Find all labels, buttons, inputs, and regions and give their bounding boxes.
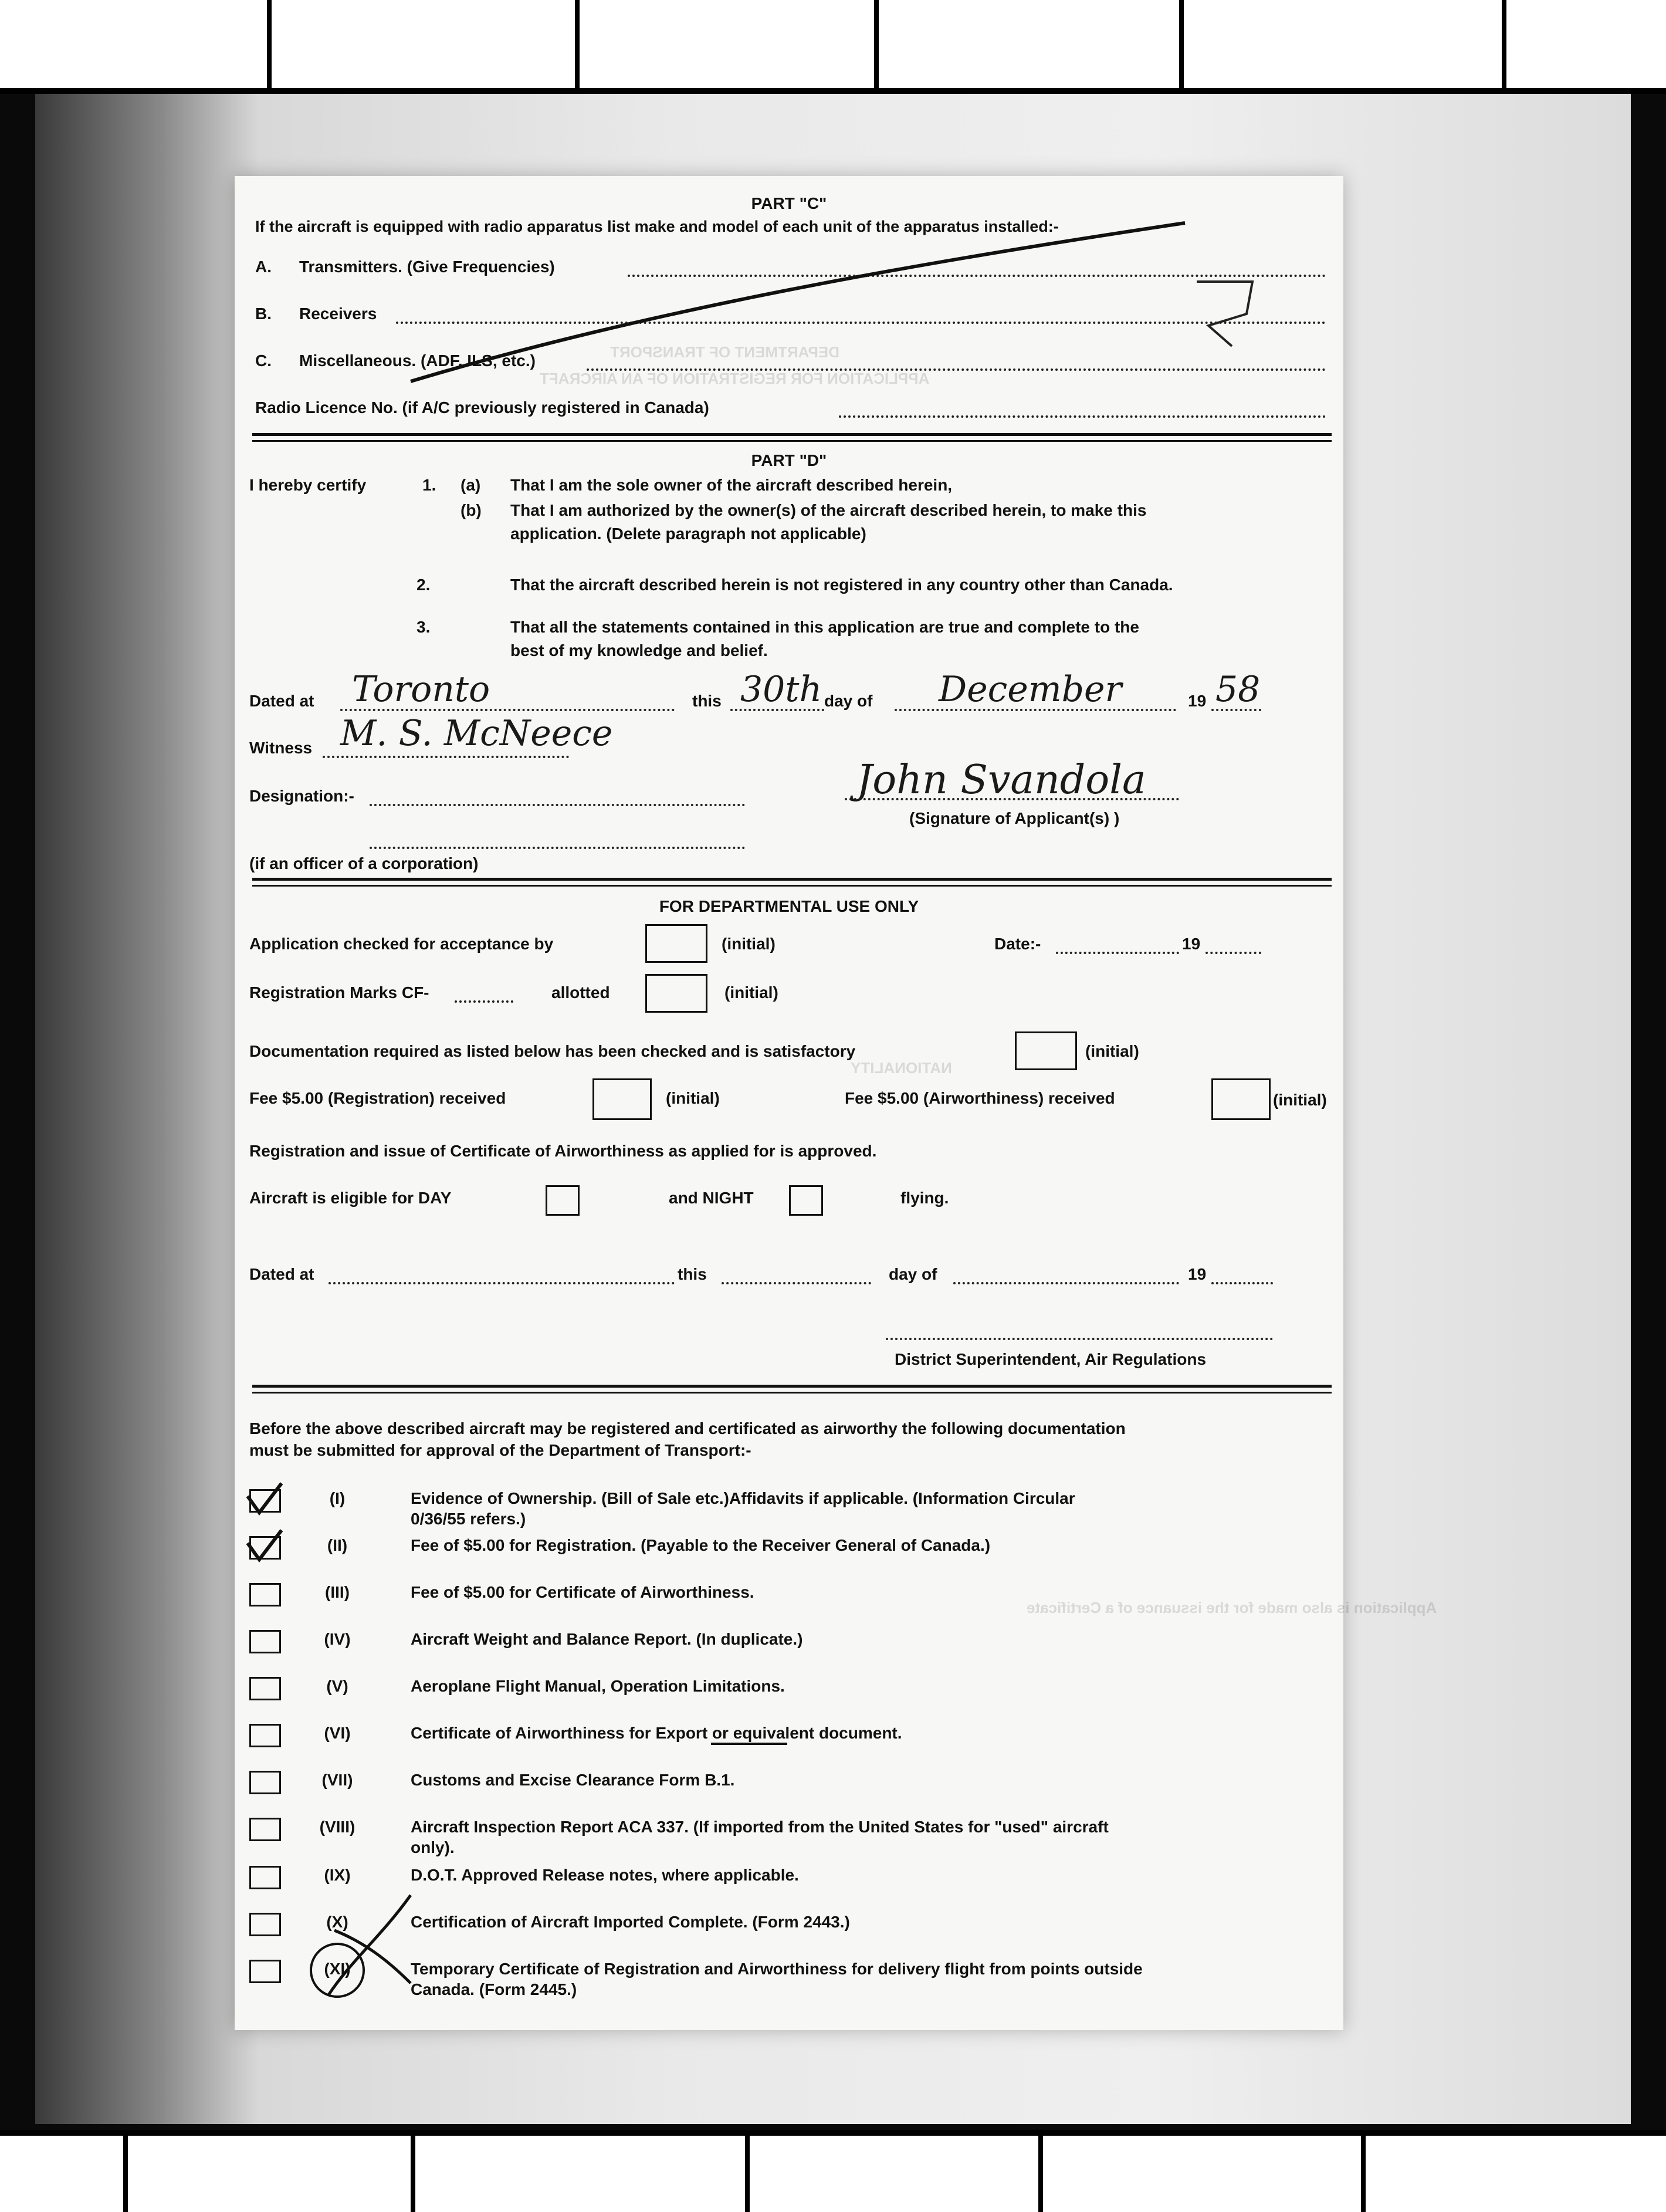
clause-number: 3.: [416, 618, 431, 636]
dated-at-label: Dated at: [249, 692, 314, 710]
this-label: this: [678, 1265, 707, 1283]
applicant-signature: John Svandola: [856, 757, 1146, 803]
night-label: and NIGHT: [669, 1189, 754, 1207]
initial-label: (initial): [1085, 1042, 1139, 1060]
application-checked-label: Application checked for acceptance by: [249, 935, 554, 953]
doc-item-6: [411, 1723, 1302, 1743]
certify-label: I hereby certify: [249, 476, 367, 494]
clause-b-text-continued: application. (Delete paragraph not applicable): [510, 525, 866, 543]
fee-registration-label: Fee $5.00 (Registration) received: [249, 1089, 506, 1107]
doc-item-11: [411, 1959, 1302, 2000]
month-handwriting: December: [939, 669, 1122, 710]
doc-item-text: Fee of $5.00 for Certificate of Airworthiness.: [411, 1583, 754, 1601]
initial-label: (initial): [666, 1089, 720, 1107]
dated-at-label: Dated at: [249, 1265, 314, 1283]
year-prefix: 19: [1188, 692, 1207, 710]
year-prefix: 19: [1188, 1265, 1207, 1283]
doc-item-text: Aeroplane Flight Manual, Operation Limitations.: [411, 1677, 785, 1695]
miscellaneous-field[interactable]: [587, 368, 1326, 371]
doc-checkbox-3[interactable]: [249, 1583, 281, 1606]
allotted-label: allotted: [551, 983, 610, 1002]
day-flying-checkbox[interactable]: [546, 1185, 580, 1216]
doc-item-text-continued: 0/36/55 refers.): [411, 1510, 526, 1528]
receivers-field[interactable]: [396, 322, 1326, 324]
doc-item-2: [411, 1535, 1302, 1555]
doc-checkbox-8[interactable]: [249, 1818, 281, 1841]
part-c-corner-scribble: [1197, 282, 1252, 346]
section-divider: [252, 440, 1332, 442]
dept-year-field[interactable]: [1211, 1282, 1273, 1284]
transmitters-field[interactable]: [628, 275, 1326, 277]
doc-item-text: Customs and Excise Clearance Form B.1.: [411, 1771, 735, 1789]
film-frame-tick: [1179, 0, 1184, 88]
doc-number: (X): [326, 1913, 348, 1931]
doc-checkbox-5[interactable]: [249, 1677, 281, 1700]
clause-b-text: That I am authorized by the owner(s) of the aircraft described herein, to make this: [510, 501, 1147, 519]
part-d-heading: PART "D": [751, 451, 827, 469]
doc-checkbox-11[interactable]: [249, 1960, 281, 1983]
doc-number: (VII): [321, 1771, 353, 1789]
doc-number: (IX): [324, 1866, 351, 1884]
doc-checkbox-1[interactable]: [249, 1489, 281, 1513]
dept-dated-at-field[interactable]: [329, 1282, 675, 1284]
doc-item-9: [411, 1865, 1302, 1885]
film-frame-tick: [745, 2136, 750, 2212]
clause-a-mark: (a): [460, 476, 481, 494]
film-frame-tick: [1502, 0, 1506, 88]
documentation-checked-label: Documentation required as listed below has been checked and is satisfactory: [249, 1042, 856, 1060]
film-edge-bottom: [0, 2130, 1666, 2212]
date-label: Date:-: [994, 935, 1041, 953]
doc-item-10: [411, 1912, 1302, 1932]
witness-label: Witness: [249, 739, 313, 757]
day-handwriting: 30th: [740, 669, 822, 710]
clause-3-text: That all the statements contained in this application are true and complete to the: [510, 618, 1139, 636]
doc-number: (II): [327, 1536, 348, 1554]
doc-checkbox-7[interactable]: [249, 1771, 281, 1794]
designation-field[interactable]: [370, 804, 745, 806]
witness-field[interactable]: [323, 756, 569, 758]
section-divider: [252, 433, 1332, 436]
doc-checkbox-9[interactable]: [249, 1866, 281, 1889]
date-year-field[interactable]: [1206, 952, 1261, 954]
clause-number: 1.: [422, 476, 436, 494]
doc-item-4: [411, 1629, 1302, 1649]
documentation-intro: Before the above described aircraft may be registered and certificated as airworthy the following documentation: [249, 1419, 1126, 1438]
bleed-through-text: Application is also made for the issuance of a Certificate: [1027, 1599, 1437, 1616]
officer-note: (if an officer of a corporation): [249, 854, 479, 872]
dept-day-field[interactable]: [722, 1282, 871, 1284]
row-letter: A.: [255, 258, 272, 276]
doc-item-text: Aircraft Weight and Balance Report. (In duplicate.): [411, 1630, 803, 1648]
doc-item-text: Aircraft Inspection Report ACA 337. (If imported from the United States for "used" aircraft: [411, 1818, 1109, 1836]
film-frame-tick: [575, 0, 580, 88]
application-form-page: [235, 176, 1437, 2030]
day-of-label: day of: [824, 692, 873, 710]
year-handwriting: 58: [1215, 669, 1261, 710]
part-c-heading: PART "C": [751, 194, 827, 212]
clause-3-text-continued: best of my knowledge and belief.: [510, 641, 768, 659]
fee-registration-initial-box[interactable]: [592, 1078, 652, 1120]
doc-item-7: [411, 1770, 1302, 1790]
section-divider: [252, 1385, 1332, 1388]
this-label: this: [692, 692, 722, 710]
film-frame-tick: [411, 2136, 415, 2212]
doc-item-text: Temporary Certificate of Registration and Airworthiness for delivery flight from points outside: [411, 1960, 1143, 1978]
row-letter: B.: [255, 305, 272, 323]
initial-label: (initial): [722, 935, 776, 953]
doc-item-text-continued: Canada. (Form 2445.): [411, 1980, 577, 1998]
fee-airworthiness-label: Fee $5.00 (Airworthiness) received: [845, 1089, 1115, 1107]
year-prefix: 19: [1182, 935, 1201, 953]
superintendent-label: District Superintendent, Air Regulations: [895, 1350, 1207, 1368]
transmitters-label: Transmitters. (Give Frequencies): [299, 258, 555, 276]
registration-marks-initial-box[interactable]: [645, 974, 707, 1013]
registration-marks-label: Registration Marks CF-: [249, 983, 429, 1002]
section-divider: [252, 885, 1332, 887]
doc-number: (IV): [324, 1630, 351, 1648]
designation-label: Designation:-: [249, 787, 354, 805]
doc-number: (VI): [324, 1724, 351, 1742]
eligible-day-label: Aircraft is eligible for DAY: [249, 1189, 452, 1207]
signature-of-applicant-label: (Signature of Applicant(s) ): [909, 809, 1120, 827]
approval-statement: Registration and issue of Certificate of Airworthiness as applied for is approved.: [249, 1142, 877, 1160]
doc-item-text: Fee of $5.00 for Registration. (Payable to the Receiver General of Canada.): [411, 1536, 991, 1554]
film-frame-tick: [874, 0, 879, 88]
film-frame-tick: [1038, 2136, 1043, 2212]
doc-number: (III): [325, 1583, 350, 1601]
initial-label: (initial): [1273, 1091, 1327, 1109]
day-of-label: day of: [889, 1265, 937, 1283]
departmental-use-heading: FOR DEPARTMENTAL USE ONLY: [659, 897, 919, 915]
clause-a-text: That I am the sole owner of the aircraft described herein,: [510, 476, 953, 494]
radio-licence-field[interactable]: [839, 415, 1326, 418]
doc-number: (XI): [324, 1960, 351, 1978]
doc-item-1: [411, 1488, 1302, 1529]
clause-number: 2.: [416, 576, 431, 594]
doc-item-text: Certification of Aircraft Imported Complete. (Form 2443.): [411, 1913, 850, 1931]
superintendent-signature-line[interactable]: [886, 1338, 1273, 1340]
documentation-intro-continued: must be submitted for approval of the Department of Transport:-: [249, 1441, 751, 1459]
doc-item-text-continued: only).: [411, 1838, 455, 1856]
night-flying-checkbox[interactable]: [789, 1185, 823, 1216]
bleed-through-text: NATIONALITY: [851, 1059, 952, 1077]
initial-label: (initial): [724, 983, 778, 1002]
flying-label: flying.: [900, 1189, 949, 1207]
documentation-initial-box[interactable]: [1015, 1031, 1077, 1070]
doc-number: (VIII): [319, 1818, 355, 1836]
doc-checkbox-6[interactable]: [249, 1724, 281, 1747]
registration-marks-field[interactable]: [455, 1000, 513, 1003]
doc-item-text: Evidence of Ownership. (Bill of Sale etc.)Affidavits if applicable. (Information Circular: [411, 1489, 1075, 1507]
doc-checkbox-4[interactable]: [249, 1630, 281, 1653]
bleed-through-text: DEPARTMENT OF TRANSPORT: [610, 343, 839, 361]
part-c-intro: If the aircraft is equipped with radio apparatus list make and model of each unit of the apparatus installed:-: [255, 218, 1059, 235]
receivers-label: Receivers: [299, 305, 377, 323]
film-frame-tick: [123, 2136, 128, 2212]
doc-number: (I): [329, 1489, 346, 1507]
doc-item-text: D.O.T. Approved Release notes, where applicable.: [411, 1866, 799, 1884]
witness-signature: M. S. McNeece: [340, 713, 613, 754]
clause-b-mark: (b): [460, 501, 482, 519]
designation-field-2[interactable]: [370, 847, 745, 849]
radio-licence-label: Radio Licence No. (if A/C previously registered in Canada): [255, 398, 709, 417]
film-frame-tick: [267, 0, 272, 88]
doc-x-scribble: [329, 1895, 411, 1995]
date-field[interactable]: [1056, 952, 1179, 954]
film-edge-top: [0, 0, 1666, 94]
section-divider: [252, 878, 1332, 881]
bleed-through-text: APPLICATION FOR REGISTRATION OF AN AIRCRAFT: [540, 370, 930, 387]
section-divider: [252, 1392, 1332, 1394]
row-letter: C.: [255, 351, 272, 370]
doc-checkbox-2[interactable]: [249, 1536, 281, 1560]
doc-item-5: [411, 1676, 1302, 1696]
doc-checkbox-10[interactable]: [249, 1913, 281, 1936]
film-frame-tick: [1361, 2136, 1366, 2212]
clause-2-text: That the aircraft described herein is not registered in any country other than Canada.: [510, 576, 1173, 594]
doc-item-8: [411, 1817, 1302, 1858]
miscellaneous-label: Miscellaneous. (ADF, ILS, etc.): [299, 351, 536, 370]
doc-item-text: Certificate of Airworthiness for Export or equivalent document.: [411, 1724, 902, 1742]
doc-item-3: [411, 1582, 1302, 1602]
doc-number: (V): [326, 1677, 348, 1695]
application-checked-initial-box[interactable]: [645, 924, 707, 963]
dated-place-handwriting: Toronto: [352, 669, 490, 710]
fee-airworthiness-initial-box[interactable]: [1211, 1078, 1271, 1120]
dept-month-field[interactable]: [953, 1282, 1179, 1284]
